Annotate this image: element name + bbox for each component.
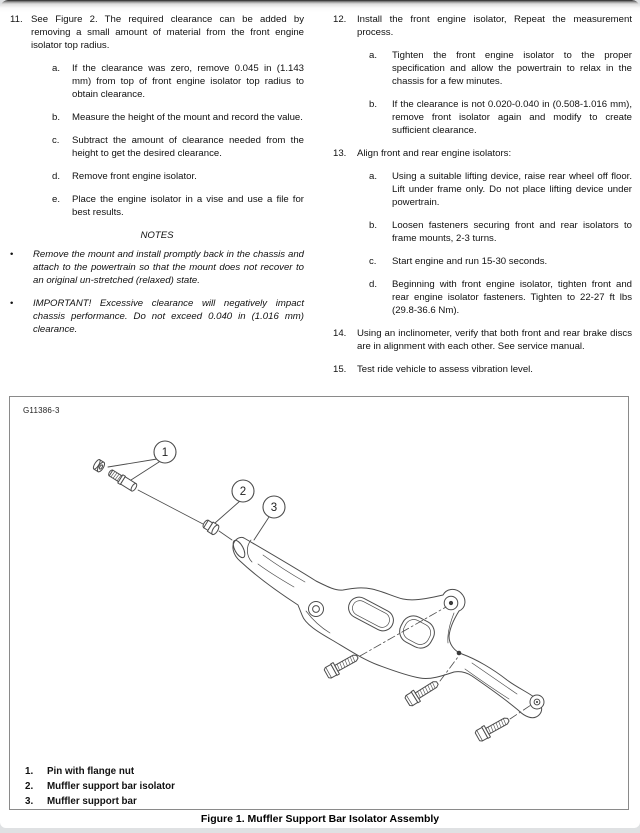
bullet-icon: • xyxy=(10,298,14,309)
list-item xyxy=(333,147,632,160)
legend-row xyxy=(25,779,175,794)
bullet-icon: • xyxy=(10,249,14,260)
sub-item xyxy=(52,193,304,219)
muffler-assembly-diagram xyxy=(10,397,628,809)
pin-part xyxy=(107,468,138,492)
callout-1-number: 1 xyxy=(161,447,169,459)
sub-item xyxy=(369,98,632,137)
bolt-icon xyxy=(323,651,360,679)
legend-label: Pin with flange nut xyxy=(47,766,135,777)
list-item-text: See Figure 2. The required clearance can be added by removing a small amount of material from the front engine isolator top radius. xyxy=(31,14,304,51)
bolt-icon xyxy=(474,714,511,742)
sub-item xyxy=(52,62,304,101)
sub-item-letter: e. xyxy=(52,194,61,205)
sub-item-text: If the clearance is not 0.020-0.040 in (0.508-1.016 mm), remove front isolator again and modify to create sufficient clearance. xyxy=(392,99,632,136)
list-item xyxy=(333,363,632,376)
sub-item-text: Start engine and run 15-30 seconds. xyxy=(392,256,548,267)
figure-id-label: G11386-3 xyxy=(23,406,60,415)
sub-item-letter: a. xyxy=(369,50,378,61)
figure-box xyxy=(9,396,629,810)
sub-item-letter: a. xyxy=(52,63,61,74)
sub-item-text: Using a suitable lifting device, raise rear wheel off floor. Lift under frame only. Do not place lifting device under powertrain. xyxy=(392,171,632,208)
list-item-number: 12. xyxy=(333,14,347,25)
sub-item-letter: c. xyxy=(369,256,377,267)
flange-nut-part xyxy=(92,459,106,473)
sub-item xyxy=(369,219,632,245)
callout-3-number: 3 xyxy=(270,502,278,514)
list-item xyxy=(10,13,304,52)
legend-row xyxy=(25,794,175,809)
sub-item-letter: c. xyxy=(52,135,60,146)
legend-label: Muffler support bar isolator xyxy=(47,781,175,792)
callout-2-number: 2 xyxy=(239,486,247,498)
sub-item xyxy=(369,278,632,317)
list-item-number: 15. xyxy=(333,364,347,375)
legend-number: 1. xyxy=(25,766,34,777)
callout-leader xyxy=(108,459,157,467)
sub-item xyxy=(52,134,304,160)
right-column xyxy=(333,13,632,383)
callout-leader xyxy=(215,501,240,523)
notes-heading: NOTES xyxy=(140,230,174,241)
sub-item xyxy=(369,255,632,268)
sub-item xyxy=(369,49,632,88)
list-item-number: 13. xyxy=(333,148,347,159)
sub-item-text: Tighten the front engine isolator to the proper specification and allow the powertrain to relax in the chassis for a few minutes. xyxy=(392,50,632,87)
figure-caption: Figure 1. Muffler Support Bar Isolator Assembly xyxy=(200,813,440,825)
sub-item xyxy=(369,170,632,209)
content-columns xyxy=(0,0,640,383)
sub-item-text: Place the engine isolator in a vise and use a file for best results. xyxy=(72,194,304,218)
sub-item-letter: b. xyxy=(369,220,378,231)
sub-item-letter: b. xyxy=(52,112,61,123)
sub-item-letter: b. xyxy=(369,99,378,110)
support-bar-part xyxy=(231,537,544,717)
sub-item-text: Remove front engine isolator. xyxy=(72,171,197,182)
figure-legend xyxy=(25,764,175,809)
list-item-text: Install the front engine isolator, Repeat the measurement process. xyxy=(357,14,632,38)
sub-item-text: Subtract the amount of clearance needed from the height to get the desired clearance. xyxy=(72,135,304,159)
list-item-number: 14. xyxy=(333,328,347,339)
axis-line xyxy=(138,490,232,540)
sub-item xyxy=(52,111,304,124)
list-item-number: 11. xyxy=(10,14,23,25)
sub-item-text: Beginning with front engine isolator, tighten front and rear engine isolator fasteners. Tighten to 22-27 ft lbs (29.8-36.6 Nm). xyxy=(392,279,632,316)
legend-number: 2. xyxy=(25,781,34,792)
list-item xyxy=(333,13,632,39)
legend-label: Muffler support bar xyxy=(47,796,137,807)
note-text: IMPORTANT! Excessive clearance will negatively impact chassis performance. Do not exceed 0.040 in (1.016 mm) clearance. xyxy=(33,298,304,335)
left-column xyxy=(10,13,304,383)
legend-row xyxy=(25,764,175,779)
sub-item-letter: d. xyxy=(52,171,61,182)
sub-item xyxy=(52,170,304,183)
note-bullet xyxy=(10,297,304,336)
sub-item-text: Loosen fasteners securing front and rear isolators to frame mounts, 2-3 turns. xyxy=(392,220,632,244)
sub-item-text: Measure the height of the mount and record the value. xyxy=(72,112,303,123)
legend-number: 3. xyxy=(25,796,34,807)
sub-item-text: If the clearance was zero, remove 0.045 in (1.143 mm) from top of front engine isolator top radius to obtain clearance. xyxy=(72,63,304,100)
sub-item-letter: a. xyxy=(369,171,378,182)
callout-leader xyxy=(131,462,159,480)
note-bullet xyxy=(10,248,304,287)
list-item-text: Test ride vehicle to assess vibration level. xyxy=(357,364,533,375)
callout-leader xyxy=(254,517,269,540)
list-item-text: Using an inclinometer, verify that both front and rear brake discs are in alignment with each other. See service manual. xyxy=(357,328,632,352)
bolt-icon xyxy=(404,678,441,708)
list-item-text: Align front and rear engine isolators: xyxy=(357,148,512,159)
note-text: Remove the mount and install promptly back in the chassis and attach to the powertrain so that the mount does not recover to an original un-stretched (relaxed) state. xyxy=(33,249,304,286)
list-item xyxy=(333,327,632,353)
sub-item-letter: d. xyxy=(369,279,378,290)
